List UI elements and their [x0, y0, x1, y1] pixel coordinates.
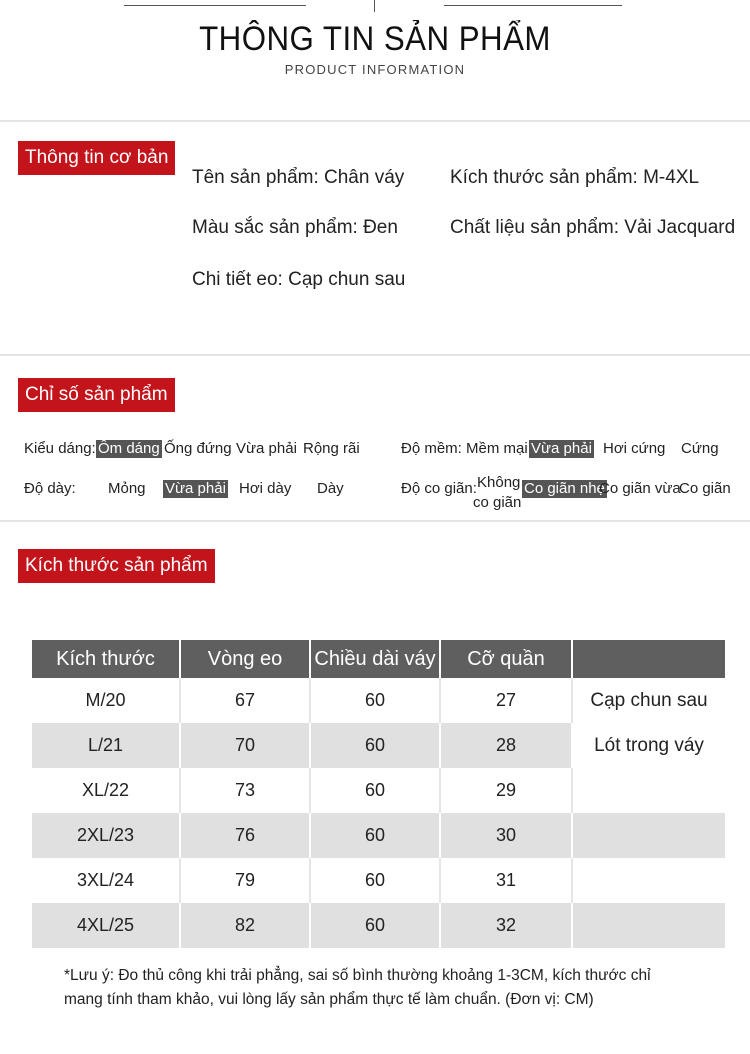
cell-pant-size: 29: [440, 768, 572, 813]
product-waist: Chi tiết eo: Cạp chun sau: [192, 269, 406, 290]
style-option-selected: Ôm dáng: [98, 440, 160, 457]
section-basic-label: Thông tin cơ bản: [18, 141, 175, 175]
thickness-option: Hơi dày: [239, 480, 292, 497]
cell-pant-size: 27: [440, 678, 572, 723]
table-row: [32, 858, 725, 903]
divider: [0, 520, 750, 522]
cell-note-empty: [572, 858, 725, 903]
softness-option-selected: Vừa phải: [531, 440, 592, 457]
product-size: Kích thước sản phẩm: M-4XL: [450, 167, 700, 188]
divider: [0, 120, 750, 122]
header-size: Kích thước: [32, 640, 180, 678]
softness-name: Độ mềm:: [401, 440, 462, 457]
table-row: [32, 723, 725, 768]
cell-note-empty: [572, 813, 725, 858]
thickness-option: Dày: [317, 480, 344, 497]
cell-note-empty: [572, 768, 725, 813]
cell-size: M/20: [32, 678, 180, 723]
cell-size: 2XL/23: [32, 813, 180, 858]
cell-pant-size: 32: [440, 903, 572, 948]
cell-note: Cạp chun sau: [572, 678, 725, 723]
cell-waist: 70: [180, 723, 310, 768]
footer-note: [64, 964, 704, 1012]
cell-waist: 82: [180, 903, 310, 948]
style-option: Vừa phải: [236, 440, 297, 457]
cell-size: L/21: [32, 723, 180, 768]
footer-note-line: mang tính tham khảo, vui lòng lấy sản phẩm thực tế làm chuẩn. (Đơn vị: CM): [64, 991, 594, 1008]
table-row: [32, 678, 725, 723]
stretch-name: Độ co giãn:: [401, 480, 477, 497]
cell-pant-size: 31: [440, 858, 572, 903]
thickness-option-selected: Vừa phải: [165, 480, 226, 497]
cell-waist: 73: [180, 768, 310, 813]
header-line-right: [444, 5, 622, 6]
softness-option: Mềm mại: [466, 440, 528, 457]
page-subtitle: PRODUCT INFORMATION: [284, 62, 466, 77]
product-color: Màu sắc sản phẩm: Đen: [192, 217, 398, 238]
cell-pant-size: 28: [440, 723, 572, 768]
cell-size: XL/22: [32, 768, 180, 813]
cell-waist: 76: [180, 813, 310, 858]
table-row: [32, 903, 725, 948]
cell-waist: 67: [180, 678, 310, 723]
stretch-option-line2: co giãn: [473, 494, 522, 511]
header-notes: [572, 640, 725, 678]
size-table: [32, 640, 725, 948]
thickness-option: Mỏng: [108, 480, 146, 497]
thickness-name: Độ dày:: [24, 480, 76, 497]
style-name: Kiểu dáng:: [24, 440, 96, 457]
softness-option: Cứng: [681, 440, 719, 457]
divider: [0, 354, 750, 356]
product-material: Chất liệu sản phẩm: Vải Jacquard: [450, 217, 736, 238]
stretch-option-selected: Co giãn nhẹ: [524, 480, 605, 497]
page-title: THÔNG TIN SẢN PHẨM: [199, 20, 551, 58]
cell-length: 60: [310, 813, 440, 858]
stretch-option: Co giãn vừa: [599, 480, 681, 497]
footer-note-line: *Lưu ý: Đo thủ công khi trải phẳng, sai số bình thường khoảng 1-3CM, kích thước chỉ: [64, 967, 651, 984]
style-option: Rộng rãi: [303, 440, 360, 457]
cell-length: 60: [310, 858, 440, 903]
cell-length: 60: [310, 768, 440, 813]
cell-size: 4XL/25: [32, 903, 180, 948]
cell-pant-size: 30: [440, 813, 572, 858]
header-length: Chiều dài váy: [310, 640, 440, 678]
header-line-left: [124, 5, 306, 6]
cell-note-empty: [572, 903, 725, 948]
softness-option: Hơi cứng: [603, 440, 666, 457]
style-option: Ống đứng: [164, 440, 232, 457]
table-row: [32, 813, 725, 858]
stretch-option: Co giãn: [679, 480, 731, 497]
cell-length: 60: [310, 678, 440, 723]
size-table-header: [32, 640, 725, 678]
header-tick-center: [374, 0, 375, 12]
cell-size: 3XL/24: [32, 858, 180, 903]
table-row: [32, 768, 725, 813]
cell-length: 60: [310, 723, 440, 768]
cell-note: Lót trong váy: [572, 723, 725, 768]
stretch-option-line1: Không: [477, 474, 521, 491]
section-index-label: Chỉ số sản phẩm: [18, 378, 175, 412]
cell-length: 60: [310, 903, 440, 948]
header-waist: Vòng eo: [180, 640, 310, 678]
product-name: Tên sản phẩm: Chân váy: [192, 167, 405, 188]
cell-waist: 79: [180, 858, 310, 903]
header-pant-size: Cỡ quần: [440, 640, 572, 678]
section-size-label: Kích thước sản phẩm: [18, 549, 215, 583]
